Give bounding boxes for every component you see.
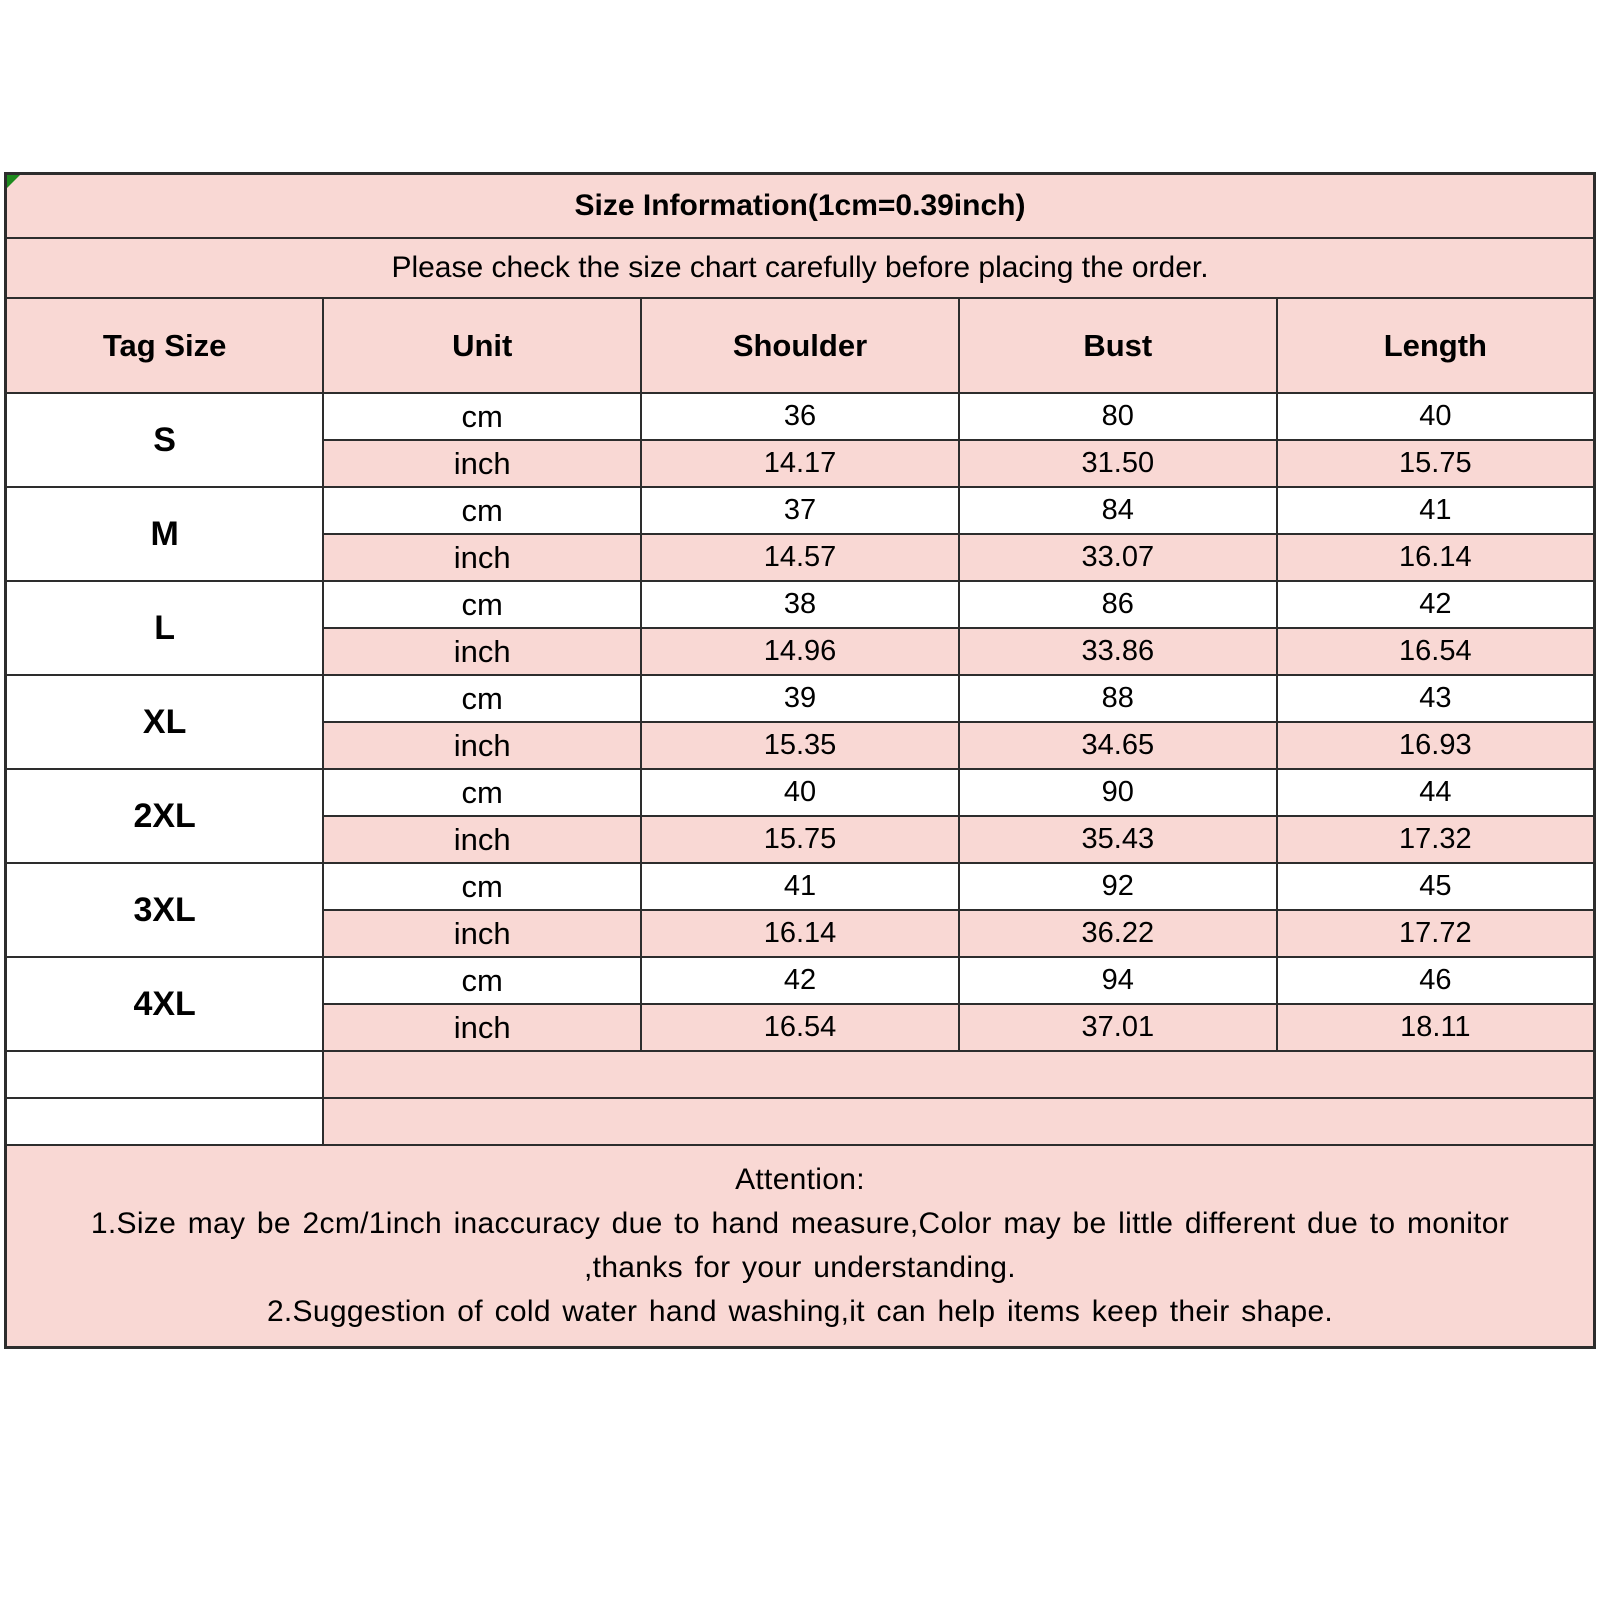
attention-row: [6, 1145, 1595, 1348]
length-inch-cell: 15.75: [1277, 440, 1595, 487]
shoulder-inch-cell: 14.96: [641, 628, 959, 675]
attention-line: ,thanks for your understanding.: [584, 1251, 1016, 1284]
length-inch-cell: 16.54: [1277, 628, 1595, 675]
length-inch-cell: 18.11: [1277, 1004, 1595, 1051]
column-header-row: [6, 298, 1595, 393]
tag-size-cell: 2XL: [6, 769, 324, 863]
length-cm-cell: 43: [1277, 675, 1595, 722]
shoulder-cm-cell: 39: [641, 675, 959, 722]
col-header-shoulder: Shoulder: [641, 298, 959, 393]
shoulder-inch-cell: 14.17: [641, 440, 959, 487]
size-row-4xl-cm: [6, 957, 1595, 1004]
length-cm-cell: 46: [1277, 957, 1595, 1004]
bust-inch-cell: 36.22: [959, 910, 1277, 957]
unit-cell: inch: [323, 816, 641, 863]
page-title: [6, 174, 1595, 239]
shoulder-cm-cell: 38: [641, 581, 959, 628]
empty-row: [6, 1051, 1595, 1098]
length-cm-cell: 42: [1277, 581, 1595, 628]
shoulder-cm-cell: 41: [641, 863, 959, 910]
size-chart-table: [4, 172, 1596, 1349]
subtitle-row: [6, 238, 1595, 298]
green-corner-marker-icon: [7, 175, 20, 188]
col-header-tag-size: Tag Size: [6, 298, 324, 393]
col-header-length: Length: [1277, 298, 1595, 393]
shoulder-cm-cell: 42: [641, 957, 959, 1004]
unit-cell: inch: [323, 440, 641, 487]
unit-cell: cm: [323, 675, 641, 722]
size-row-2xl-cm: [6, 769, 1595, 816]
bust-cm-cell: 94: [959, 957, 1277, 1004]
bust-cm-cell: 84: [959, 487, 1277, 534]
unit-cell: cm: [323, 393, 641, 440]
bust-inch-cell: 34.65: [959, 722, 1277, 769]
shoulder-inch-cell: 16.14: [641, 910, 959, 957]
attention-note: [6, 1145, 1595, 1348]
size-row-3xl-cm: [6, 863, 1595, 910]
length-cm-cell: 41: [1277, 487, 1595, 534]
shoulder-inch-cell: 14.57: [641, 534, 959, 581]
tag-size-cell: S: [6, 393, 324, 487]
page-title-text: Size Information(1cm=0.39inch): [574, 189, 1026, 222]
unit-cell: inch: [323, 1004, 641, 1051]
page-subtitle: Please check the size chart carefully before placing the order.: [6, 238, 1595, 298]
unit-cell: inch: [323, 628, 641, 675]
bust-inch-cell: 37.01: [959, 1004, 1277, 1051]
shoulder-inch-cell: 16.54: [641, 1004, 959, 1051]
unit-cell: cm: [323, 769, 641, 816]
attention-line: Attention:: [735, 1163, 865, 1196]
length-inch-cell: 16.93: [1277, 722, 1595, 769]
bust-cm-cell: 88: [959, 675, 1277, 722]
size-row-xl-cm: [6, 675, 1595, 722]
bust-cm-cell: 92: [959, 863, 1277, 910]
unit-cell: inch: [323, 722, 641, 769]
shoulder-cm-cell: 40: [641, 769, 959, 816]
bust-cm-cell: 90: [959, 769, 1277, 816]
tag-size-cell: L: [6, 581, 324, 675]
unit-cell: inch: [323, 534, 641, 581]
size-row-l-cm: [6, 581, 1595, 628]
bust-inch-cell: 33.86: [959, 628, 1277, 675]
length-cm-cell: 40: [1277, 393, 1595, 440]
length-inch-cell: 17.72: [1277, 910, 1595, 957]
col-header-unit: Unit: [323, 298, 641, 393]
shoulder-cm-cell: 37: [641, 487, 959, 534]
unit-cell: cm: [323, 957, 641, 1004]
length-cm-cell: 45: [1277, 863, 1595, 910]
length-inch-cell: 17.32: [1277, 816, 1595, 863]
size-row-s-cm: [6, 393, 1595, 440]
shoulder-cm-cell: 36: [641, 393, 959, 440]
unit-cell: inch: [323, 910, 641, 957]
attention-line: 2.Suggestion of cold water hand washing,it can help items keep their shape.: [266, 1295, 1334, 1328]
length-inch-cell: 16.14: [1277, 534, 1595, 581]
size-row-m-cm: [6, 487, 1595, 534]
tag-size-cell: 4XL: [6, 957, 324, 1051]
empty-cell: [323, 1098, 1594, 1145]
bust-inch-cell: 35.43: [959, 816, 1277, 863]
size-chart-sheet: [4, 172, 1596, 1349]
tag-size-cell: M: [6, 487, 324, 581]
bust-inch-cell: 33.07: [959, 534, 1277, 581]
unit-cell: cm: [323, 581, 641, 628]
shoulder-inch-cell: 15.35: [641, 722, 959, 769]
bust-cm-cell: 86: [959, 581, 1277, 628]
unit-cell: cm: [323, 487, 641, 534]
unit-cell: cm: [323, 863, 641, 910]
empty-cell: [323, 1051, 1594, 1098]
tag-size-cell: 3XL: [6, 863, 324, 957]
length-cm-cell: 44: [1277, 769, 1595, 816]
attention-line: 1.Size may be 2cm/1inch inaccuracy due to hand measure,Color may be little different due to monitor: [90, 1207, 1510, 1240]
bust-inch-cell: 31.50: [959, 440, 1277, 487]
shoulder-inch-cell: 15.75: [641, 816, 959, 863]
empty-cell: [6, 1051, 324, 1098]
bust-cm-cell: 80: [959, 393, 1277, 440]
empty-cell: [6, 1098, 324, 1145]
tag-size-cell: XL: [6, 675, 324, 769]
empty-row: [6, 1098, 1595, 1145]
title-row: [6, 174, 1595, 239]
col-header-bust: Bust: [959, 298, 1277, 393]
